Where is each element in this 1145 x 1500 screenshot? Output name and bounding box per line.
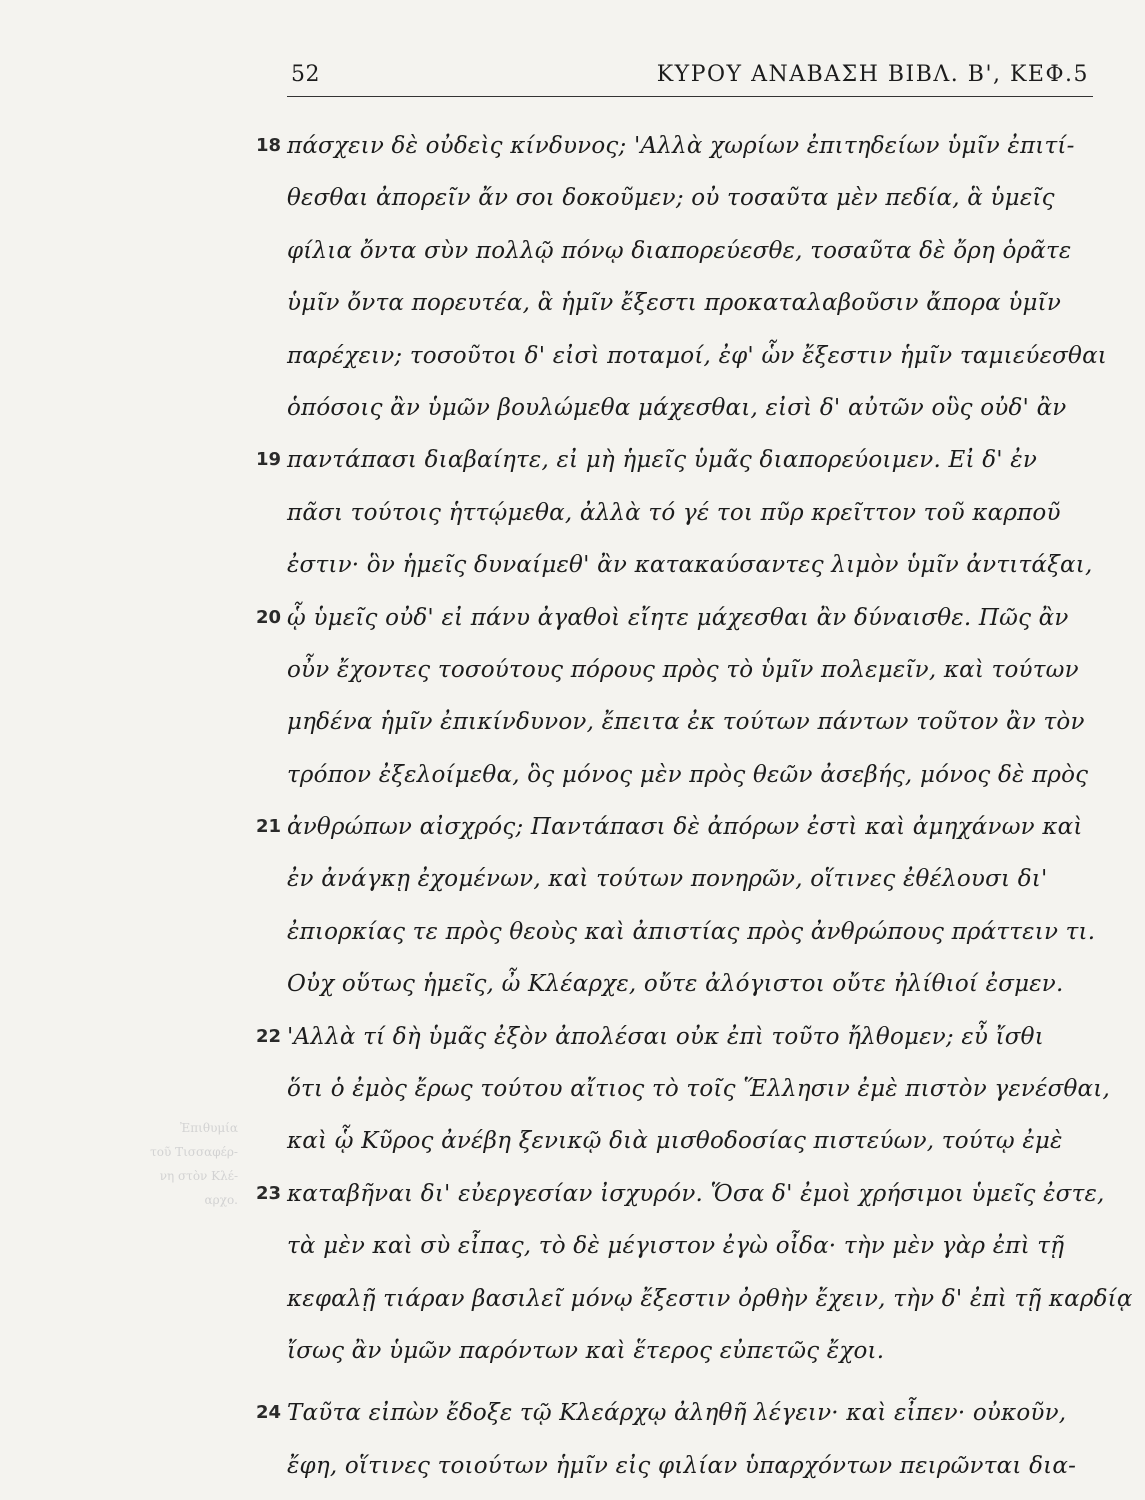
text-line: [240, 592, 1100, 644]
line-text: ἐστιν· ὃν ἡμεῖς δυναίμεθ' ἂν κατακαύσαντες λιμὸν ὑμῖν ἀντιτάξαι,: [287, 552, 1093, 579]
line-text: ᾧ ὑμεῖς οὐδ' εἰ πάνυ ἀγαθοὶ εἴητε μάχεσθαι ἂν δύναισθε. Πῶς ἂν: [287, 604, 1069, 631]
line-text: φίλια ὄντα σὺν πολλῷ πόνῳ διαπορεύεσθε, τοσαῦτα δὲ ὄρη ὁρᾶτε: [287, 237, 1072, 264]
line-text: ἐν ἀνάγκῃ ἐχομένων, καὶ τούτων πονηρῶν, οἵτινες ἐθέλουσι δι': [287, 866, 1048, 893]
section-number: 24: [256, 1402, 282, 1424]
text-line: [240, 539, 1100, 591]
line-text: οὖν ἔχοντες τοσούτους πόρους πρὸς τὸ ὑμῖν πολεμεῖν, καὶ τούτων: [287, 656, 1079, 683]
line-text: θεσθαι ἀπορεῖν ἄν σοι δοκοῦμεν; οὐ τοσαῦτα μὲν πεδία, ἃ ὑμεῖς: [287, 185, 1055, 212]
page-header: [287, 60, 1093, 97]
text-line: [240, 382, 1100, 434]
text-line: [240, 696, 1100, 748]
text-line: [240, 1011, 1100, 1063]
text-line: [240, 434, 1100, 486]
text-line: [240, 120, 1100, 172]
text-line: [240, 1220, 1100, 1272]
text-line: [240, 1387, 1100, 1439]
text-line: [240, 225, 1100, 277]
page-number: 52: [291, 62, 320, 87]
line-text: ἀνθρώπων αἰσχρός; Παντάπασι δὲ ἀπόρων ἐστὶ καὶ ἀμηχάνων καὶ: [287, 814, 1083, 841]
line-text: ἐπιορκίας τε πρὸς θεοὺς καὶ ἀπιστίας πρὸς ἀνθρώπους πράττειν τι.: [287, 918, 1096, 945]
text-line: [240, 958, 1100, 1010]
line-text: μηδένα ἡμῖν ἐπικίνδυνον, ἔπειτα ἐκ τούτων πάντων τοῦτον ἂν τὸν: [287, 709, 1085, 736]
text-line: [240, 487, 1100, 539]
text-line: [240, 1440, 1100, 1492]
line-text: 'Αλλὰ τί δὴ ὑμᾶς ἐξὸν ἀπολέσαι οὐκ ἐπὶ τοῦτο ἤλθομεν; εὖ ἴσθι: [287, 1023, 1044, 1050]
margin-note-line: αρχο.: [204, 1193, 238, 1207]
section-number: 19: [256, 449, 282, 471]
section-number: 20: [256, 606, 282, 628]
line-text: πάσχειν δὲ οὐδεὶς κίνδυνος; 'Αλλὰ χωρίων ἐπιτηδείων ὑμῖν ἐπιτί-: [287, 133, 1075, 159]
margin-note-line: νη στὸν Κλέ-: [159, 1169, 238, 1183]
line-text: ὅτι ὁ ἐμὸς ἔρως τούτου αἴτιος τὸ τοῖς Ἕλλησιν ἐμὲ πιστὸν γενέσθαι,: [287, 1076, 1111, 1103]
line-text: ὁπόσοις ἂν ὑμῶν βουλώμεθα μάχεσθαι, εἰσὶ δ' αὐτῶν οὓς οὐδ' ἂν: [287, 394, 1067, 421]
line-text: ἴσως ἂν ὑμῶν παρόντων καὶ ἕτερος εὐπετῶς ἔχοι.: [287, 1337, 885, 1364]
line-text: τὰ μὲν καὶ σὺ εἶπας, τὸ δὲ μέγιστον ἐγὼ οἶδα· τὴν μὲν γὰρ ἐπὶ τῇ: [287, 1233, 1065, 1260]
section-number: 18: [256, 135, 282, 156]
running-head: ΚΥΡΟΥ ΑΝΑΒΑΣΗ ΒΙΒΛ. Β', ΚΕΦ.5: [656, 62, 1089, 87]
line-text: ὑμῖν ὄντα πορευτέα, ἃ ἡμῖν ἔξεστι προκαταλαβοῦσιν ἄπορα ὑμῖν: [287, 290, 1062, 317]
line-text: ἔφη, οἵτινες τοιούτων ἡμῖν εἰς φιλίαν ὑπαρχόντων πειρῶνται δια-: [287, 1452, 1077, 1479]
text-line: [240, 906, 1100, 958]
text-line: [240, 1115, 1100, 1167]
line-text: Οὐχ οὕτως ἡμεῖς, ὦ Κλέαρχε, οὔτε ἀλόγιστοι οὔτε ἠλίθιοί ἐσμεν.: [287, 971, 1064, 998]
line-text: παντάπασι διαβαίητε, εἰ μὴ ἡμεῖς ὑμᾶς διαπορεύοιμεν. Εἰ δ' ἐν: [287, 447, 1038, 474]
text-line: [240, 1063, 1111, 1115]
margin-note-line: τοῦ Τισσαφέρ-: [150, 1145, 238, 1159]
line-text: κεφαλῇ τιάραν βασιλεῖ μόνῳ ἔξεστιν ὀρθὴν ἔχειν, τὴν δ' ἐπὶ τῇ καρδίᾳ: [287, 1285, 1133, 1312]
text-line: [240, 172, 1100, 224]
line-text: τρόπον ἐξελοίμεθα, ὃς μόνος μὲν πρὸς θεῶν ἀσεβής, μόνος δὲ πρὸς: [287, 761, 1089, 788]
text-line: [240, 853, 1100, 905]
line-text: παρέχειν; τοσοῦτοι δ' εἰσὶ ποταμοί, ἐφ' ὧν ἔξεστιν ἡμῖν ταμιεύεσθαι: [287, 342, 1108, 369]
text-line: [240, 1273, 1133, 1325]
text-line: [240, 1325, 1100, 1377]
text-line: [240, 1168, 1105, 1220]
line-text: Ταῦτα εἰπὼν ἔδοξε τῷ Κλεάρχῳ ἀληθῆ λέγειν· καὶ εἶπεν· οὐκοῦν,: [287, 1400, 1067, 1427]
margin-note: [108, 1116, 238, 1212]
section-number: 23: [256, 1182, 282, 1204]
section-number: 21: [256, 816, 282, 838]
text-line: [240, 330, 1108, 382]
main-text: [240, 120, 1133, 1492]
line-text: καταβῆναι δι' εὐεργεσίαν ἰσχυρόν. Ὅσα δ' ἐμοὶ χρήσιμοι ὑμεῖς ἐστε,: [287, 1180, 1105, 1207]
text-line: [240, 801, 1100, 853]
line-text: πᾶσι τούτοις ἡττῴμεθα, ἀλλὰ τό γέ τοι πῦρ κρεῖττον τοῦ καρποῦ: [287, 499, 1061, 526]
text-line: [240, 644, 1100, 696]
line-text: καὶ ᾧ Κῦρος ἀνέβη ξενικῷ διὰ μισθοδοσίας πιστεύων, τούτῳ ἐμὲ: [287, 1128, 1063, 1155]
text-line: [240, 277, 1100, 329]
margin-note-line: Ἐπιθυμία: [180, 1121, 238, 1135]
section-number: 22: [256, 1025, 282, 1047]
text-line: [240, 749, 1100, 801]
